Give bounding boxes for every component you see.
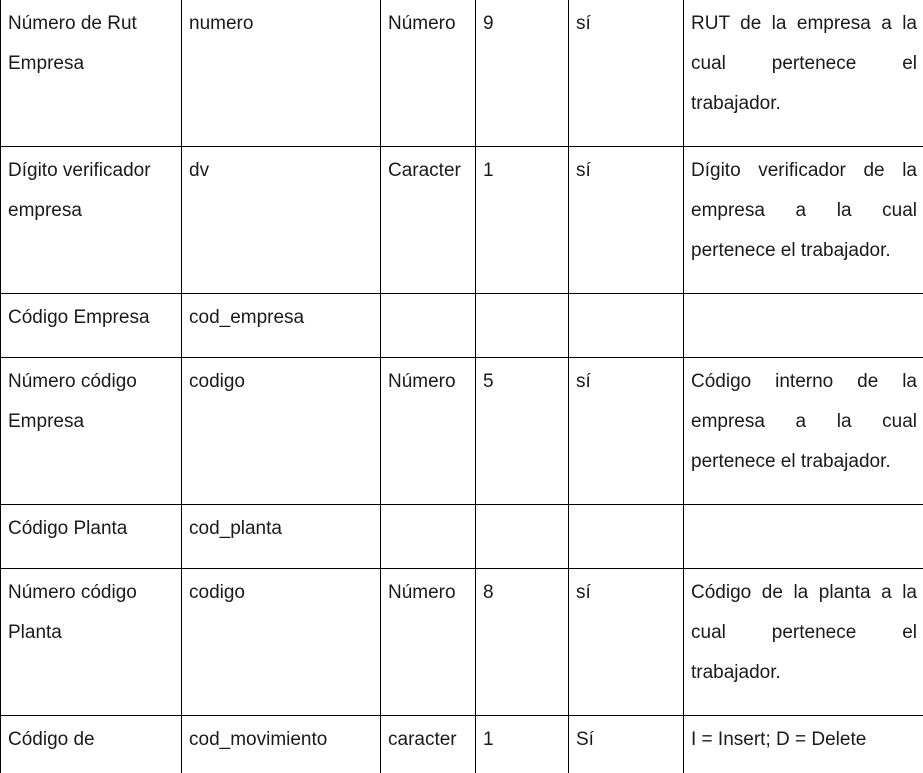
table-row (1, 147, 923, 294)
field-label: Dígito verificador empresa (1, 147, 182, 294)
field-description: Dígito verificador de la empresa a la cual pertenece el trabajador. (684, 147, 923, 294)
field-description: Código interno de la empresa a la cual pertenece el trabajador. (684, 358, 923, 505)
table-row (1, 294, 923, 358)
field-label: Número de Rut Empresa (1, 0, 182, 147)
field-label: Código Planta (1, 505, 182, 569)
field-length (476, 505, 569, 569)
field-name: codigo (182, 358, 381, 505)
field-type: Número (381, 0, 476, 147)
field-length: 1 (476, 147, 569, 294)
table-row (1, 0, 923, 147)
field-description: RUT de la empresa a la cual pertenece el trabajador. (684, 0, 923, 147)
field-description (684, 505, 923, 569)
field-name: cod_empresa (182, 294, 381, 358)
field-name: cod_planta (182, 505, 381, 569)
field-type: Número (381, 569, 476, 716)
field-label: Código de (1, 716, 182, 773)
field-length: 8 (476, 569, 569, 716)
field-type: Caracter (381, 147, 476, 294)
field-description: I = Insert; D = Delete (684, 716, 923, 773)
table-row (1, 569, 923, 716)
table-row (1, 716, 923, 773)
field-required: sí (569, 0, 684, 147)
table-row (1, 505, 923, 569)
field-length: 1 (476, 716, 569, 773)
field-type: caracter (381, 716, 476, 773)
field-required: sí (569, 569, 684, 716)
field-label: Número código Empresa (1, 358, 182, 505)
field-label: Código Empresa (1, 294, 182, 358)
field-name: numero (182, 0, 381, 147)
field-description (684, 294, 923, 358)
field-length (476, 294, 569, 358)
field-required (569, 294, 684, 358)
field-name: dv (182, 147, 381, 294)
field-name: codigo (182, 569, 381, 716)
field-required: Sí (569, 716, 684, 773)
table-row (1, 358, 923, 505)
field-required: sí (569, 358, 684, 505)
field-length: 5 (476, 358, 569, 505)
field-required: sí (569, 147, 684, 294)
field-length: 9 (476, 0, 569, 147)
field-type (381, 294, 476, 358)
field-type: Número (381, 358, 476, 505)
field-label: Número código Planta (1, 569, 182, 716)
field-type (381, 505, 476, 569)
field-description: Código de la planta a la cual pertenece el trabajador. (684, 569, 923, 716)
field-required (569, 505, 684, 569)
field-name: cod_movimiento (182, 716, 381, 773)
